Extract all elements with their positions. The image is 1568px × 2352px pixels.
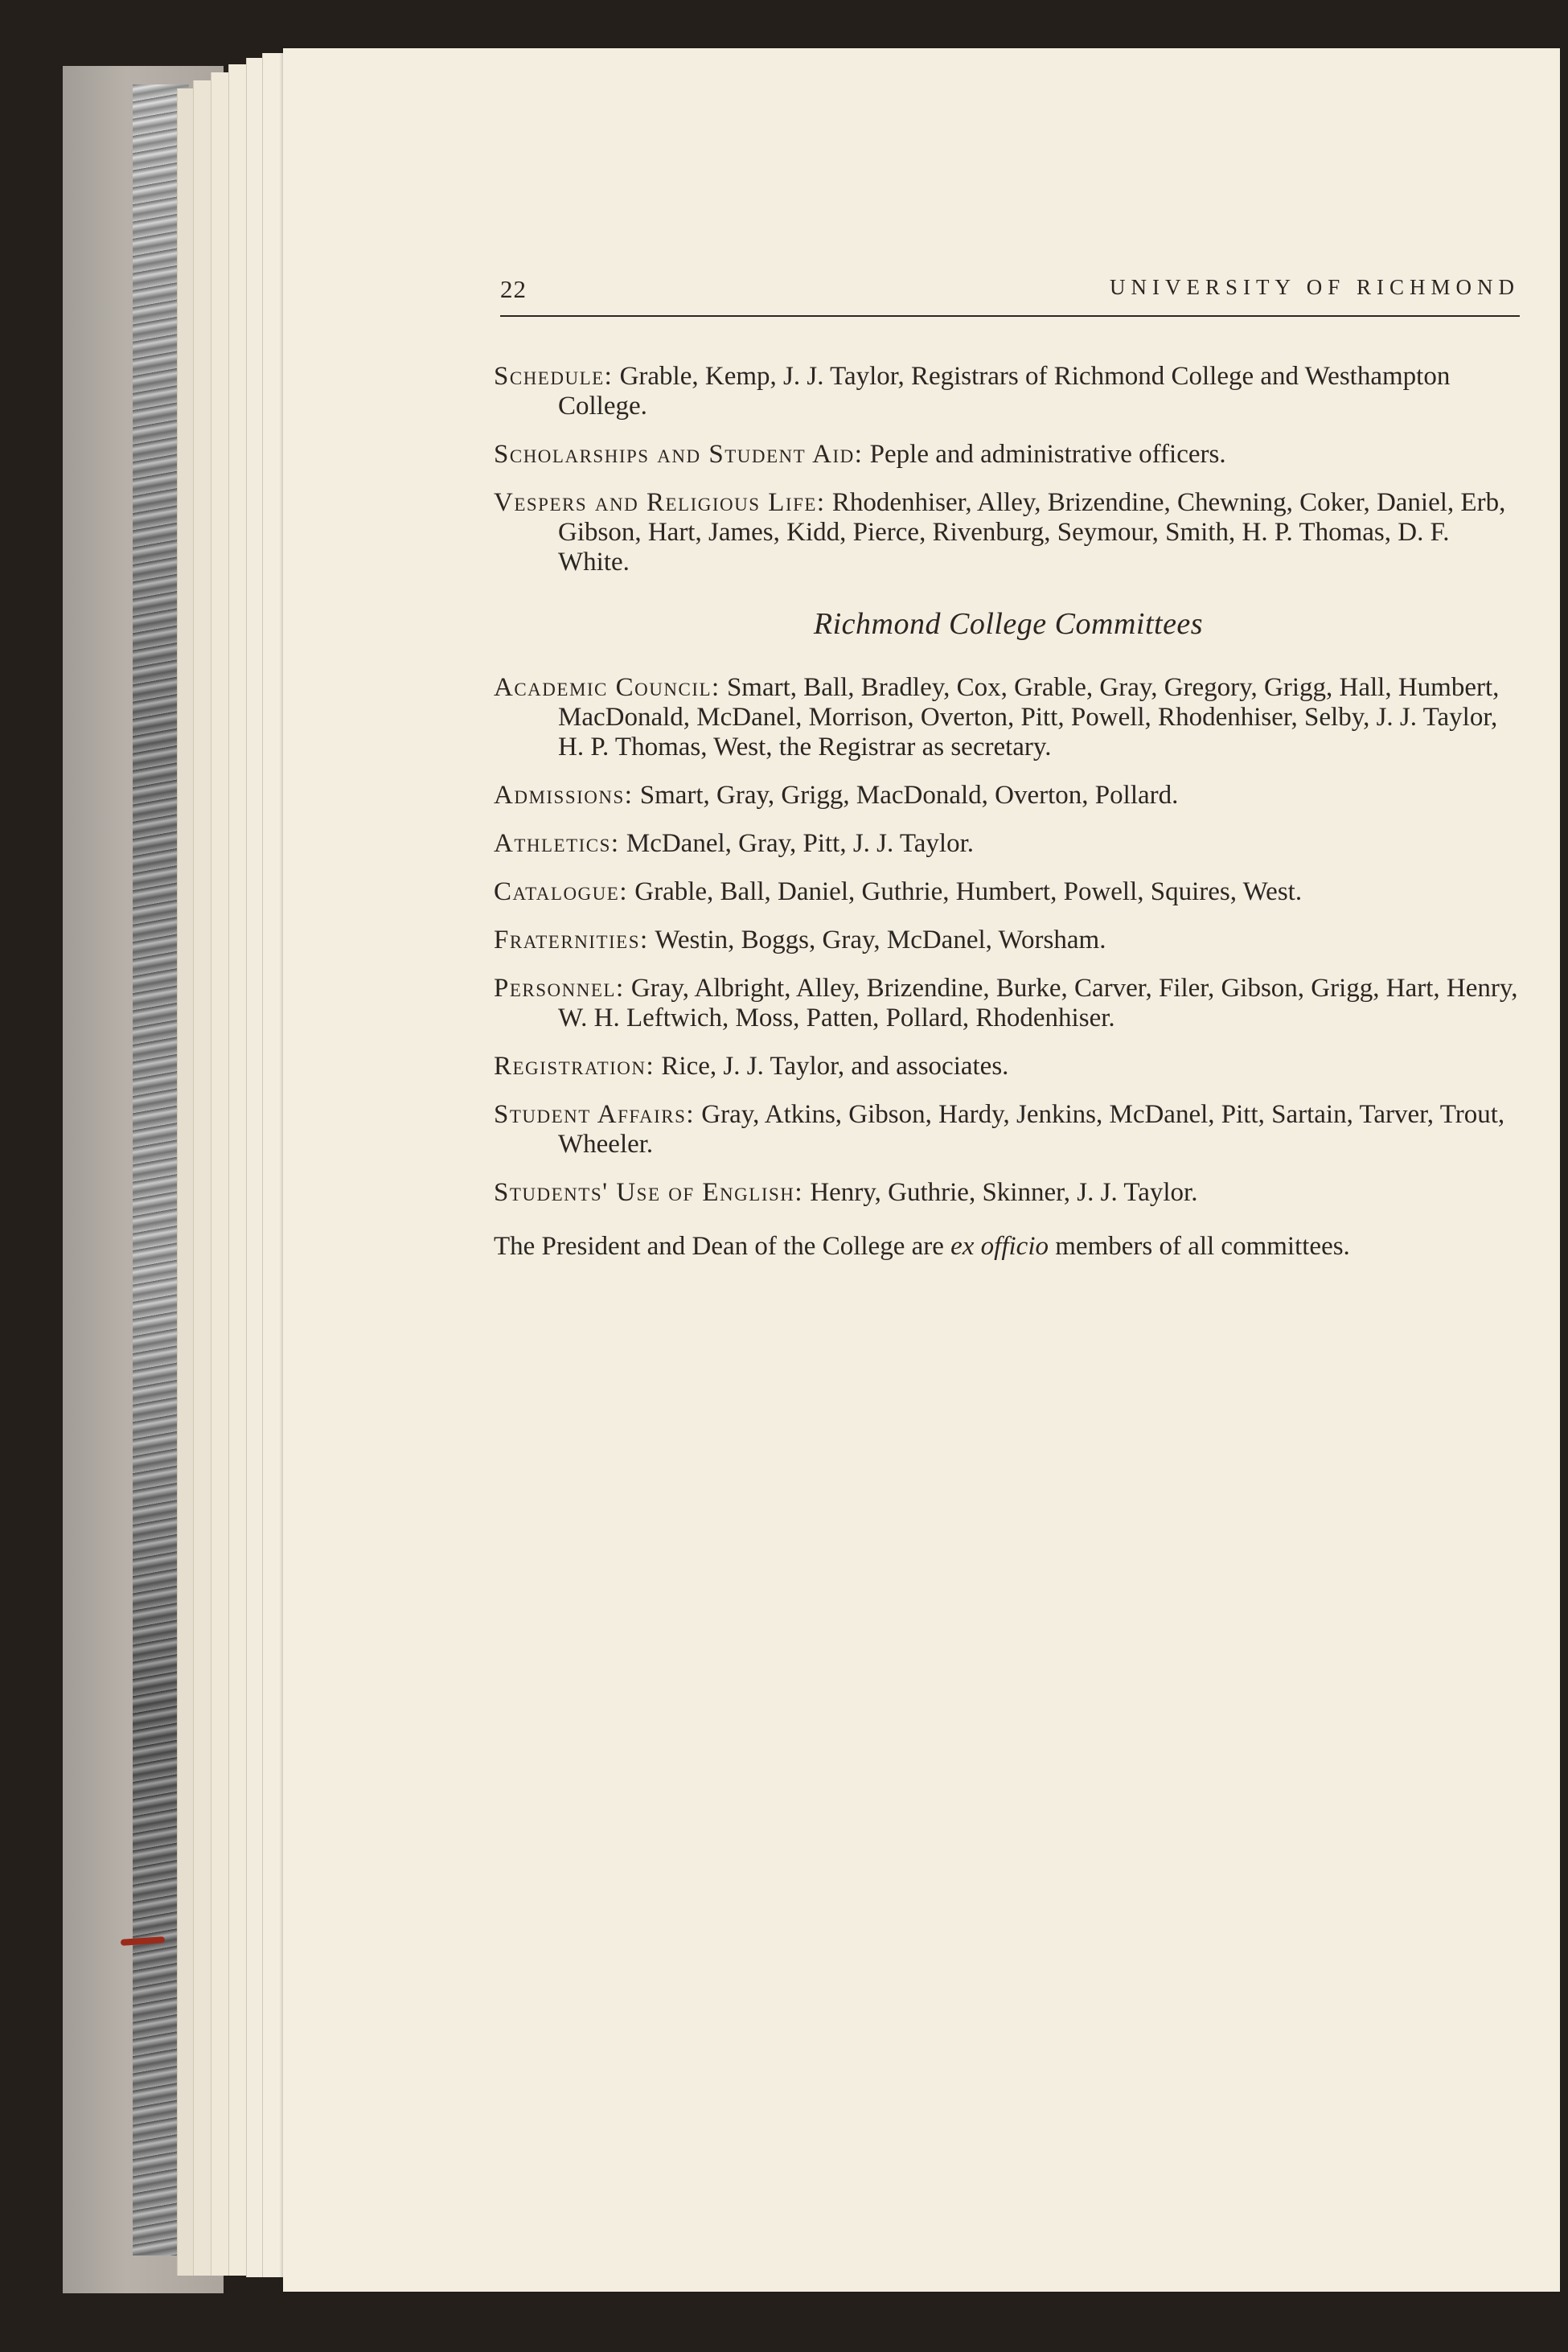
- page-content: [494, 362, 1523, 1280]
- committee-entry: [494, 974, 1523, 1033]
- closing-note: [494, 1232, 1523, 1262]
- committee-members: Smart, Ball, Bradley, Cox, Grable, Gray, Gregory, Grigg, Hall, Humbert, MacDonald, McDanel, Morrison, Overton, Pitt, Powell, Rhodenhiser, Selby, J. J. Taylor, H. P. Thomas, West, the Registrar as secretary.: [558, 673, 1500, 761]
- committee-name: Scholarships and Student Aid:: [494, 440, 864, 469]
- committee-members: McDanel, Gray, Pitt, J. J. Taylor.: [626, 829, 975, 858]
- committee-name: Fraternities:: [494, 926, 649, 954]
- committee-entry: [494, 1100, 1523, 1160]
- committee-entry: [494, 440, 1523, 470]
- committee-entry: [494, 362, 1523, 421]
- committee-members: Westin, Boggs, Gray, McDanel, Worsham.: [655, 926, 1106, 954]
- committee-members: Rice, J. J. Taylor, and associates.: [661, 1052, 1009, 1081]
- section-title: Richmond College Committees: [813, 607, 1204, 641]
- closing-text-before: The President and Dean of the College are: [494, 1232, 951, 1261]
- committee-members: Gray, Albright, Alley, Brizendine, Burke, Carver, Filer, Gibson, Grigg, Hart, Henry, W. H. Leftwich, Moss, Patten, Pollard, Rhodenhiser.: [558, 974, 1518, 1032]
- committee-name: Catalogue:: [494, 877, 628, 906]
- running-title: UNIVERSITY OF RICHMOND: [1109, 275, 1520, 299]
- closing-emphasis: ex officio: [950, 1232, 1049, 1261]
- richmond-college-committees-list: [494, 673, 1523, 1208]
- committee-name: Admissions:: [494, 781, 634, 810]
- committee-name: Student Affairs:: [494, 1100, 696, 1129]
- running-head: [500, 275, 1520, 317]
- committee-entry: [494, 781, 1523, 811]
- committee-entry: [494, 877, 1523, 907]
- committee-members: Grable, Kemp, J. J. Taylor, Registrars of Richmond College and Westhampton College.: [558, 362, 1451, 421]
- book-page: [283, 48, 1560, 2292]
- committee-name: Students' Use of English:: [494, 1178, 804, 1207]
- committee-name: Athletics:: [494, 829, 620, 858]
- general-committees-list: [494, 362, 1523, 577]
- committee-members: Grable, Ball, Daniel, Guthrie, Humbert, Powell, Squires, West.: [634, 877, 1303, 906]
- committee-members: Henry, Guthrie, Skinner, J. J. Taylor.: [810, 1178, 1198, 1207]
- committee-entry: [494, 829, 1523, 859]
- committee-entry: [494, 673, 1523, 762]
- committee-members: Gray, Atkins, Gibson, Hardy, Jenkins, McDanel, Pitt, Sartain, Tarver, Trout, Wheeler.: [558, 1100, 1505, 1159]
- committee-members: Peple and administrative officers.: [869, 440, 1226, 469]
- committee-name: Registration:: [494, 1052, 655, 1081]
- committee-entry: [494, 1178, 1523, 1208]
- committee-entry: [494, 1052, 1523, 1082]
- committee-entry: [494, 488, 1523, 577]
- committee-name: Schedule:: [494, 362, 614, 391]
- committee-name: Academic Council:: [494, 673, 720, 702]
- committee-name: Personnel:: [494, 974, 625, 1003]
- committee-members: Rhodenhiser, Alley, Brizendine, Chewning, Coker, Daniel, Erb, Gibson, Hart, James, Kidd, Pierce, Rivenburg, Seymour, Smith, H. P. Thomas, D. F. White.: [558, 488, 1506, 577]
- committee-name: Vespers and Religious Life:: [494, 488, 826, 517]
- committee-members: Smart, Gray, Grigg, MacDonald, Overton, Pollard.: [639, 781, 1179, 810]
- page-number: 22: [500, 275, 527, 303]
- committee-entry: [494, 926, 1523, 955]
- closing-text-after: members of all committees.: [1049, 1232, 1350, 1261]
